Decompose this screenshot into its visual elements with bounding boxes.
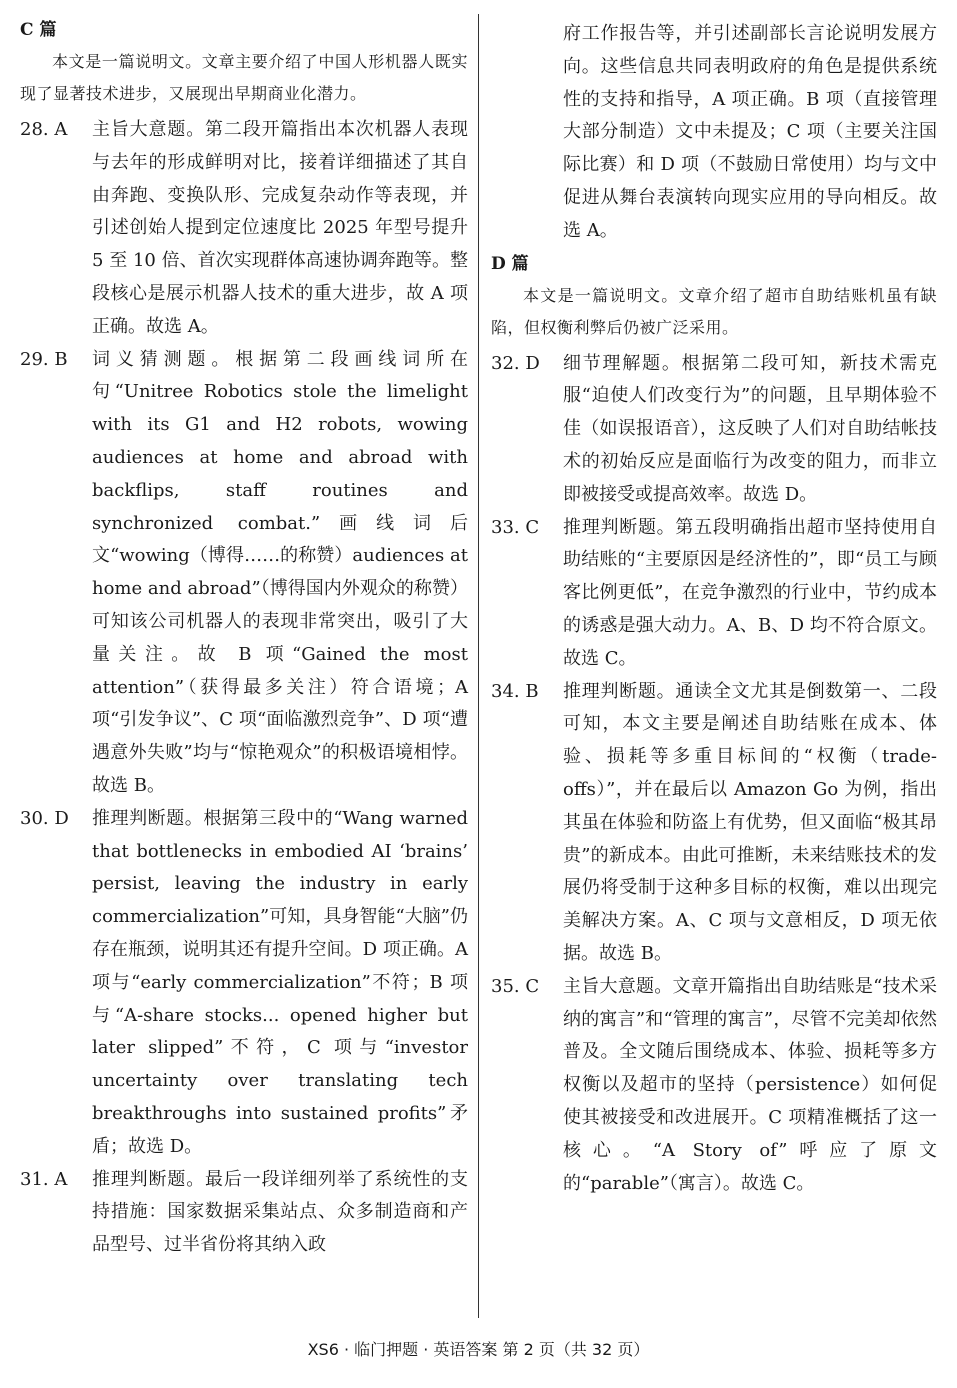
- section-c-intro: 本文是一篇说明文。文章主要介绍了中国人形机器人既实现了显著技术进步，又展现出早期商业化潜力。: [20, 52, 468, 103]
- question-number: 35. C: [491, 975, 540, 997]
- answer-item-32: [491, 348, 937, 512]
- answer-item-34: [491, 676, 937, 971]
- question-number: 34. B: [491, 680, 539, 702]
- answer-explanation: 推理判断题。第五段明确指出超市坚持使用自助结账的“主要原因是经济性的”，即“员工与顾客比例更低”，在竞争激烈的行业中，节约成本的诱惑是强大动力。A、B、D 均不符合原文。故选 C。: [563, 516, 937, 669]
- answer-explanation: 推理判断题。最后一段详细列举了系统性的支持措施：国家数据采集站点、众多制造商和产品型号、过半省份将其纳入政: [92, 1168, 468, 1256]
- question-number: 31. A: [20, 1168, 68, 1190]
- answer-explanation: 词义猜测题。根据第二段画线词所在句“Unitree Robotics stole the limelight with its G1 and H2 robots, wowing audiences at home and abroad with backflips, staff routines and synchronized combat.”画线词后文“wowing（博得……的称赞）audiences at home and abroad”（博得国内外观众的称赞）可知该公司机器人的表现非常突出，吸引了大量关注。故 B 项“Gained the most attention”（获得最多关注）符合语境；A 项“引发争议”、C 项“面临激烈竞争”、D 项“遭遇意外失败”均与“惊艳观众”的积极语境相悖。故选 B。: [92, 348, 468, 796]
- page-footer: XS6 · 临门押题 · 英语答案 第 2 页（共 32 页）: [307, 1340, 650, 1359]
- answer-item-28: [20, 114, 468, 344]
- answer-31-continuation: 府工作报告等，并引述副部长言论说明发展方向。这些信息共同表明政府的角色是提供系统性的支持和指导，A 项正确。B 项（直接管理大部分制造）文中未提及；C 项（主要关注国际比赛）和 D 项（不鼓励日常使用）均与文中促进从舞台表演转向现实应用的导向相反。故选 A。: [563, 23, 937, 241]
- answer-explanation: 主旨大意题。文章开篇指出自助结账是“技术采纳的寓言”和“管理的寓言”，尽管不完美却依然普及。全文随后围绕成本、体验、损耗等多方权衡以及超市的坚持（persistence）如何促使其被接受和改进展开。C 项精准概括了这一核心。“A Story of”呼应了原文的“parable”（寓言）。故选 C。: [563, 975, 937, 1194]
- question-number: 33. C: [491, 516, 540, 538]
- answer-explanation: 主旨大意题。第二段开篇指出本次机器人表现与去年的形成鲜明对比，接着详细描述了其自由奔跑、变换队形、完成复杂动作等表现，并引述创始人提到定位速度比 2025 年型号提升 5 至 10 倍、首次实现群体高速协调奔跑等。整段核心是展示机器人技术的重大进步，故 A 项正确。故选 A。: [92, 119, 468, 337]
- section-d-intro: 本文是一篇说明文。文章介绍了超市自助结账机虽有缺陷，但权衡利弊后仍被广泛采用。: [491, 285, 937, 337]
- column-divider: [478, 14, 479, 1318]
- answer-item-29: [20, 344, 468, 803]
- answer-item-31: [20, 1164, 468, 1262]
- answer-item-35: [491, 971, 937, 1201]
- answer-item-33: [491, 512, 937, 676]
- answer-explanation: 细节理解题。根据第二段可知，新技术需克服“迫使人们改变行为”的问题，且早期体验不佳（如误报语音），这反映了人们对自助结帐技术的初始反应是面临行为改变的阻力，而非立即被接受或提高效率。故选 D。: [563, 352, 937, 505]
- section-d-heading: D 篇: [491, 253, 529, 274]
- question-number: 30. D: [20, 807, 69, 829]
- answer-item-30: [20, 803, 468, 1164]
- question-number: 32. D: [491, 352, 540, 374]
- section-c-heading: C 篇: [20, 20, 57, 40]
- answer-explanation: 推理判断题。通读全文尤其是倒数第一、二段可知，本文主要是阐述自助结账在成本、体验、损耗等多重目标间的“权衡（trade-offs）”，并在最后以 Amazon Go 为例，指出其虽在体验和防盗上有优势，但又面临“极其昂贵”的新成本。由此可推断，未来结账技术的发展仍将受制于这种多目标的权衡，难以出现完美解决方案。A、C 项与文意相反，D 项无依据。故选 B。: [563, 680, 937, 964]
- question-number: 28. A: [20, 119, 68, 140]
- right-column: [491, 18, 937, 1200]
- answer-explanation: 推理判断题。根据第三段中的“Wang warned that bottlenecks in embodied AI ‘brains’ persist, leaving the industry in early commercialization”可知，具身智能“大脑”仍存在瓶颈，说明其还有提升空间。D 项正确。A 项与“early commercialization”不符；B 项与“A-share stocks... opened higher but later slipped”不符，C 项与“investor uncertainty over translating tech breakthroughs into sustained profits”矛盾；故选 D。: [92, 807, 468, 1157]
- left-column: [20, 18, 468, 1262]
- question-number: 29. B: [20, 348, 68, 370]
